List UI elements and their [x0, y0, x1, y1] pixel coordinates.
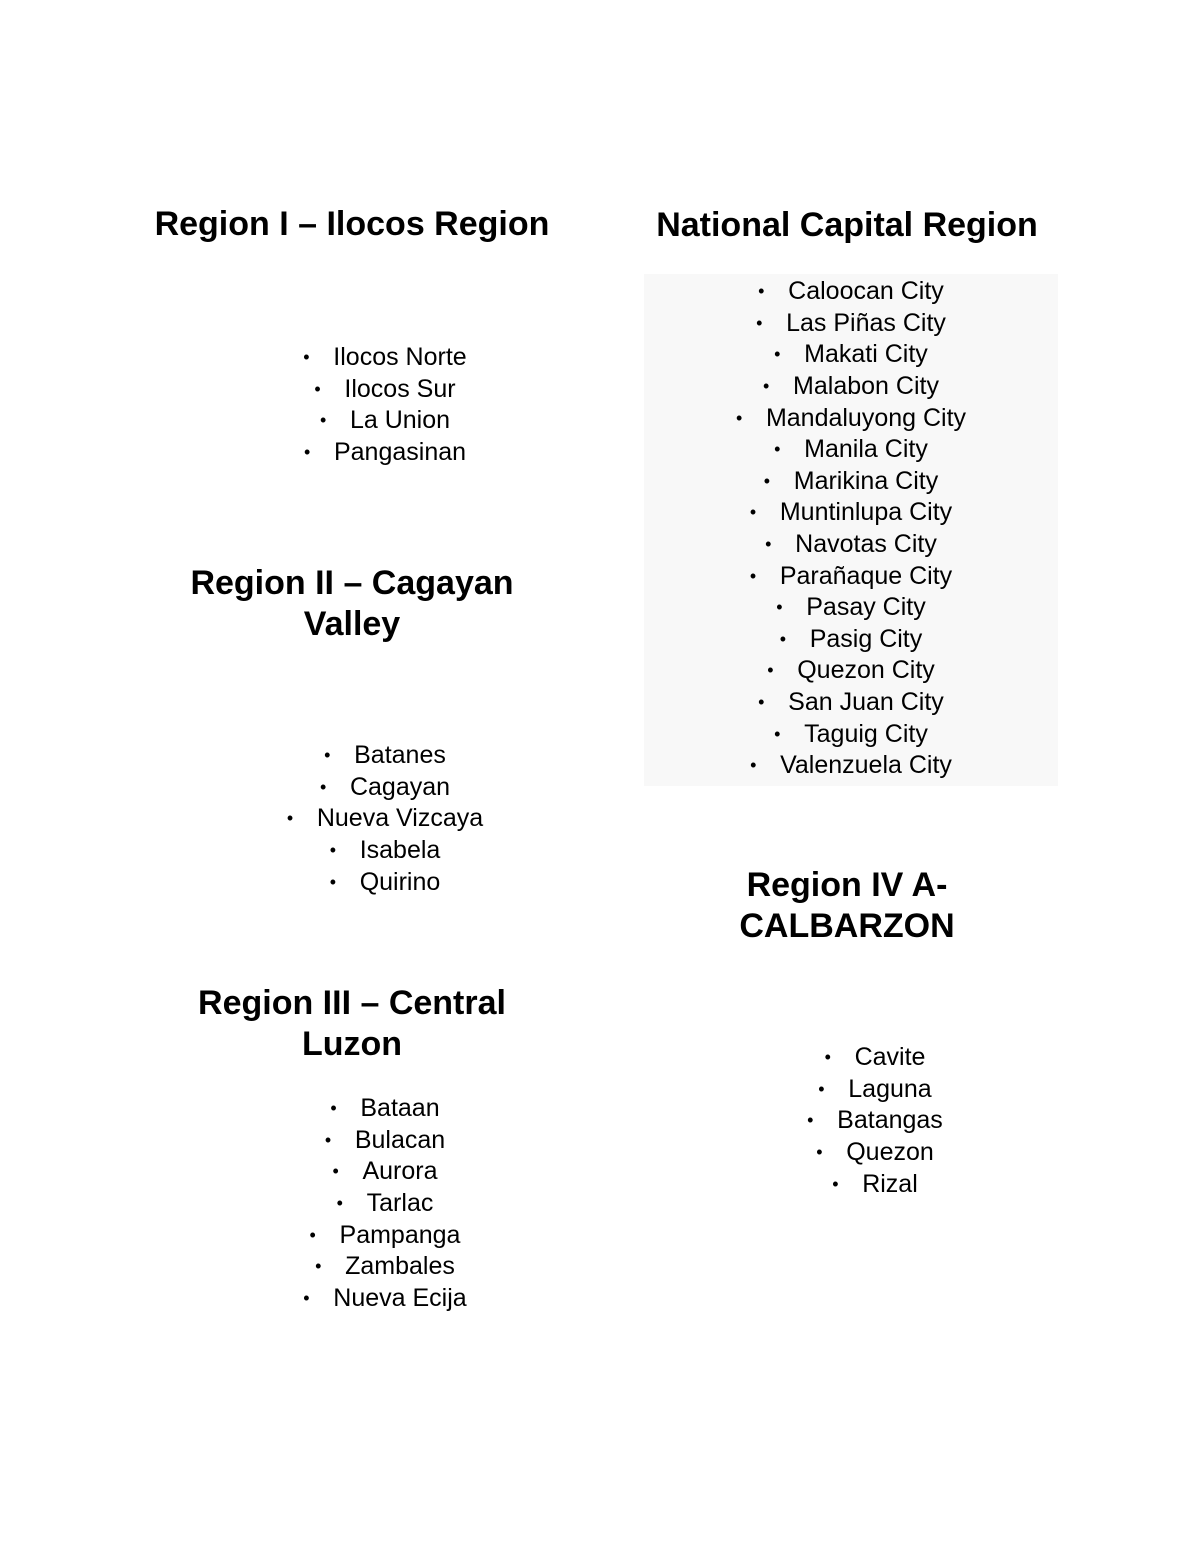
region-1-heading-text: Region I – Ilocos Region [154, 205, 550, 243]
list-item-label: Batangas [837, 1106, 943, 1135]
bullet-icon: • [324, 1129, 332, 1150]
list-item [200, 1093, 570, 1125]
list-item-label: Pasig City [809, 624, 923, 653]
region-4a-province-list [700, 1042, 1050, 1200]
list-item [644, 339, 1058, 371]
bullet-icon: • [329, 840, 336, 861]
region-3-province-list [200, 1093, 570, 1314]
bullet-icon: • [309, 1224, 316, 1245]
list-item [200, 1251, 570, 1283]
list-item-label: Nueva Ecija [333, 1283, 467, 1312]
list-item-label: Nueva Vizcaya [316, 804, 484, 833]
bullet-icon: • [763, 470, 771, 491]
list-item [644, 434, 1058, 466]
bullet-icon: • [332, 1161, 339, 1182]
ncr-heading-text: National Capital Region [656, 206, 1038, 244]
list-item [644, 529, 1058, 561]
bullet-icon: • [303, 347, 310, 368]
ncr-heading [600, 205, 1094, 246]
list-item-label: Cagayan [349, 772, 451, 801]
bullet-icon: • [776, 597, 783, 618]
list-item [644, 718, 1058, 750]
list-item-label: Manila City [804, 435, 928, 464]
list-item-label: Laguna [848, 1074, 932, 1103]
list-item-label: Pampanga [339, 1220, 461, 1249]
bullet-icon: • [832, 1173, 839, 1194]
region-4a-heading-line-1: Region IV A- [746, 866, 948, 904]
list-item [644, 750, 1058, 782]
bullet-icon: • [756, 312, 763, 333]
list-item [200, 1156, 570, 1188]
list-item-label: Makati City [804, 340, 928, 369]
bullet-icon: • [818, 1078, 825, 1099]
list-item [200, 1188, 570, 1220]
region-4a-heading-line-2: CALBARZON [739, 907, 955, 945]
list-item [700, 1168, 1050, 1200]
bullet-icon: • [303, 1287, 310, 1308]
list-item [644, 371, 1058, 403]
bullet-icon: • [765, 534, 772, 555]
bullet-icon: • [336, 1193, 343, 1214]
list-item-label: Muntinlupa City [779, 498, 953, 527]
bullet-icon: • [774, 439, 781, 460]
region-2-heading-line-1: Region II – Cagayan [190, 564, 514, 602]
list-item [700, 1074, 1050, 1106]
list-item-label: Parañaque City [779, 561, 953, 590]
list-item-label: San Juan City [788, 688, 944, 717]
list-item [644, 655, 1058, 687]
list-item-label: Taguig City [804, 719, 928, 748]
bullet-icon: • [749, 502, 757, 523]
list-item-label: Bulacan [354, 1125, 446, 1154]
list-item [200, 1125, 570, 1157]
list-item-label: Navotas City [795, 530, 937, 559]
bullet-icon: • [767, 660, 774, 681]
region-3-heading-line-2: Luzon [301, 1025, 403, 1063]
list-item [200, 1283, 570, 1315]
bullet-icon: • [303, 442, 311, 463]
list-item [644, 308, 1058, 340]
region-1-heading [100, 204, 604, 245]
list-item [200, 740, 570, 772]
bullet-icon: • [774, 344, 781, 365]
list-item-label: Quezon City [797, 656, 935, 685]
bullet-icon: • [330, 1098, 337, 1119]
list-item-label: Malabon City [793, 372, 939, 401]
list-item-label: La Union [349, 406, 451, 435]
bullet-icon: • [735, 407, 743, 428]
list-item [700, 1105, 1050, 1137]
bullet-icon: • [824, 1047, 831, 1068]
list-item-label: Quezon [846, 1138, 934, 1167]
bullet-icon: • [324, 745, 331, 766]
region-3-heading-line-1: Region III – Central [198, 984, 506, 1022]
list-item-label: Pangasinan [333, 438, 467, 467]
list-item-label: Marikina City [793, 466, 939, 495]
bullet-icon: • [749, 565, 757, 586]
list-item-label: Batanes [354, 741, 446, 770]
list-item [644, 497, 1058, 529]
list-item [644, 687, 1058, 719]
list-item [200, 374, 570, 406]
list-item-label: Zambales [345, 1252, 455, 1281]
list-item [200, 803, 570, 835]
ncr-city-list [644, 274, 1058, 786]
list-item-label: Las Piñas City [786, 308, 946, 337]
list-item-label: Cavite [854, 1043, 926, 1072]
region-4a-heading [600, 865, 1094, 947]
list-item [200, 866, 570, 898]
list-item-label: Tarlac [366, 1189, 434, 1218]
bullet-icon: • [329, 871, 337, 892]
bullet-icon: • [763, 376, 770, 397]
bullet-icon: • [807, 1110, 814, 1131]
list-item [200, 1219, 570, 1251]
bullet-icon: • [758, 692, 765, 713]
list-item [644, 276, 1058, 308]
list-item [644, 466, 1058, 498]
list-item [644, 402, 1058, 434]
list-item-label: Ilocos Norte [333, 343, 467, 372]
list-item [700, 1137, 1050, 1169]
list-item [644, 592, 1058, 624]
list-item-label: Rizal [862, 1169, 918, 1198]
list-item [200, 437, 570, 469]
bullet-icon: • [319, 410, 327, 431]
list-item-label: Valenzuela City [780, 751, 952, 780]
list-item [700, 1042, 1050, 1074]
region-1-province-list [200, 342, 570, 468]
list-item-label: Pasay City [806, 593, 926, 622]
region-2-heading [100, 563, 604, 645]
region-2-province-list [200, 740, 570, 898]
bullet-icon: • [314, 378, 321, 399]
list-item-label: Quirino [359, 867, 441, 896]
region-3-heading [100, 983, 604, 1065]
list-item-label: Mandaluyong City [765, 403, 967, 432]
list-item-label: Caloocan City [788, 277, 944, 306]
bullet-icon: • [816, 1142, 823, 1163]
bullet-icon: • [286, 808, 294, 829]
list-item [200, 342, 570, 374]
list-item-label: Isabela [359, 836, 441, 865]
bullet-icon: • [779, 628, 787, 649]
list-item [644, 624, 1058, 656]
bullet-icon: • [758, 281, 765, 302]
bullet-icon: • [750, 755, 757, 776]
list-item [200, 772, 570, 804]
list-item-label: Ilocos Sur [344, 374, 456, 403]
list-item [200, 405, 570, 437]
bullet-icon: • [315, 1256, 322, 1277]
region-2-heading-line-2: Valley [303, 605, 401, 643]
list-item-label: Aurora [362, 1157, 438, 1186]
list-item [200, 835, 570, 867]
list-item-label: Bataan [360, 1094, 440, 1123]
list-item [644, 560, 1058, 592]
bullet-icon: • [774, 723, 781, 744]
bullet-icon: • [319, 776, 327, 797]
